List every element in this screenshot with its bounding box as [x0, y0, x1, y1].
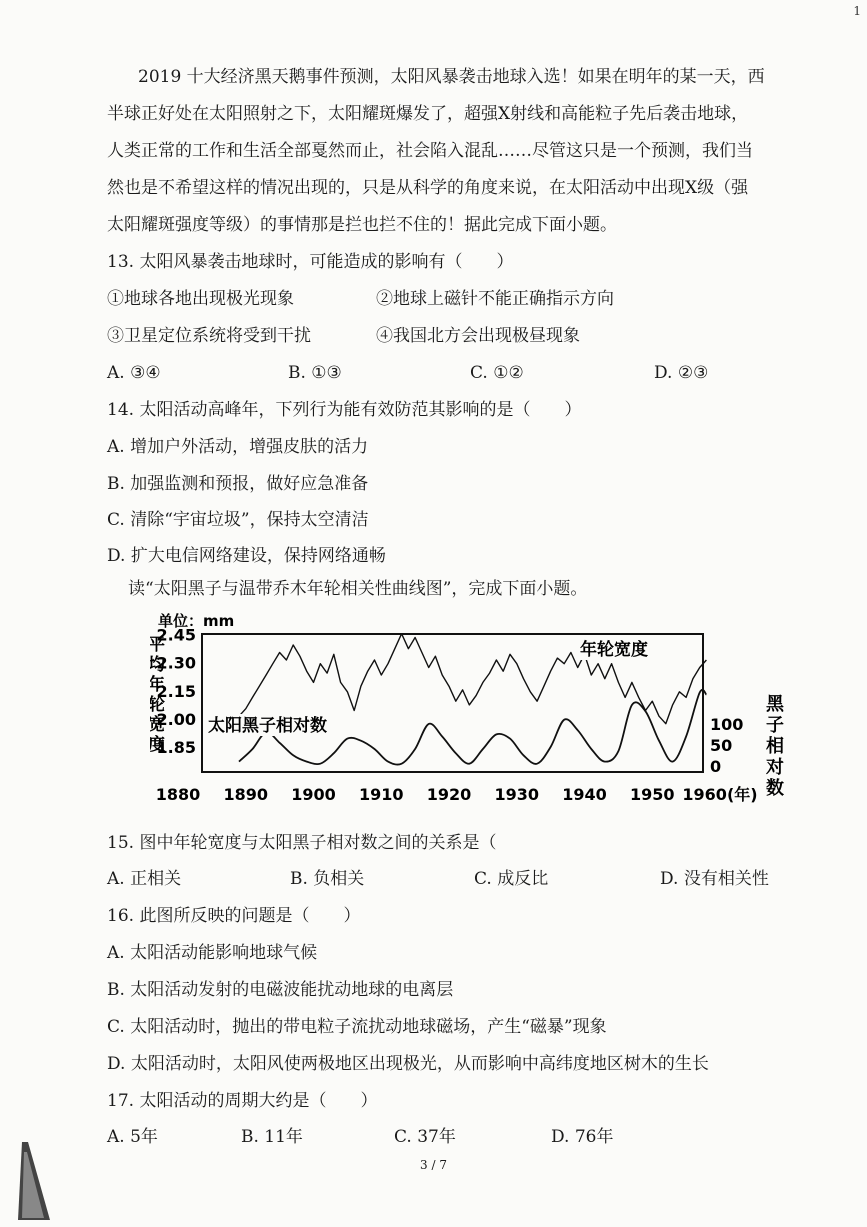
option-b: B. 负相关	[290, 869, 365, 889]
left-axis-title-char: 平	[150, 635, 165, 655]
statement-4: ④我国北方会出现极昼现象	[376, 326, 580, 346]
option-c: C. ①②	[470, 363, 524, 383]
right-tick-label: 0	[710, 756, 722, 776]
option-a: A. 5年	[107, 1127, 158, 1147]
x-tick-label: 1940	[562, 785, 607, 804]
option-b: B. 加强监测和预报，做好应急准备	[107, 474, 369, 494]
x-tick-label: 1910	[358, 785, 404, 804]
chart-svg	[150, 612, 790, 808]
option-b: B. ①③	[288, 363, 342, 383]
question-stem: 16. 此图所反映的问题是（ ）	[107, 906, 361, 926]
x-tick-label: 1880	[155, 785, 201, 804]
right-axis-title-char: 子	[766, 715, 784, 736]
right-axis-title-char: 相	[766, 736, 784, 757]
left-axis-title-char: 宽	[150, 715, 165, 735]
intro-line: 半球正好处在太阳照射之下，太阳耀斑爆发了，超强X射线和高能粒子先后袭击地球，	[107, 104, 749, 124]
left-axis-title-char: 度	[150, 735, 165, 755]
left-axis-title-char: 年	[150, 675, 165, 695]
intro-line: 然也是不希望这样的情况出现的，只是从科学的角度来说，在太阳活动中出现X级（强	[107, 178, 749, 198]
x-tick-label: 1890	[223, 785, 269, 804]
right-axis-title-char: 数	[766, 778, 784, 799]
question-stem: 13. 太阳风暴袭击地球时，可能造成的影响有（ ）	[107, 252, 514, 272]
left-tick-label: 2.15	[156, 681, 196, 701]
statement-1: ①地球各地出现极光现象	[107, 289, 294, 309]
intro-line: 太阳耀斑强度等级）的事情那是拦也拦不住的！据此完成下面小题。	[107, 215, 617, 235]
right-tick-label: 50	[710, 735, 733, 755]
left-axis-title-char: 均	[150, 655, 165, 675]
tree-ring-series-label: 年轮宽度	[580, 640, 648, 660]
right-axis-title-char: 对	[766, 757, 784, 778]
intro-line: 人类正常的工作和生活全部戛然而止，社会陷入混乱……尽管这只是一个预测，我们当	[107, 141, 753, 161]
option-b: B. 11年	[241, 1127, 303, 1147]
question-stem: 14. 太阳活动高峰年，下列行为能有效防范其影响的是（ ）	[107, 400, 582, 420]
page-number: 3 / 7	[420, 1158, 447, 1172]
corner-mark: 1	[853, 4, 861, 18]
x-tick-label: 1960(年)	[682, 785, 758, 804]
option-b: B. 太阳活动发射的电磁波能扰动地球的电离层	[107, 980, 454, 1000]
option-d: D. 太阳活动时，太阳风使两极地区出现极光，从而影响中高纬度地区树木的生长	[107, 1054, 709, 1074]
option-c: C. 太阳活动时，抛出的带电粒子流扰动地球磁场，产生“磁暴”现象	[107, 1017, 607, 1037]
option-c: C. 37年	[394, 1127, 456, 1147]
x-tick-label: 1900	[291, 785, 336, 804]
left-axis-title-char: 轮	[150, 695, 165, 715]
option-c: C. 成反比	[474, 869, 549, 889]
right-axis-title-char: 黑	[766, 694, 784, 715]
option-d: D. 76年	[551, 1127, 614, 1147]
option-a: A. ③④	[107, 363, 161, 383]
option-a: A. 太阳活动能影响地球气候	[107, 943, 318, 963]
sunspot-tree-ring-chart	[150, 612, 790, 808]
scan-edge-shadow	[18, 1142, 52, 1220]
option-d: D. ②③	[654, 363, 709, 383]
left-tick-label: 1.85	[156, 738, 196, 757]
x-tick-label: 1920	[426, 785, 472, 804]
statement-3: ③卫星定位系统将受到干扰	[107, 326, 311, 346]
sunspot-series-label: 太阳黑子相对数	[208, 716, 327, 736]
option-a: A. 正相关	[107, 869, 182, 889]
x-tick-label: 1950	[629, 785, 675, 804]
option-a: A. 增加户外活动，增强皮肤的活力	[107, 437, 369, 457]
statement-2: ②地球上磁针不能正确指示方向	[376, 289, 614, 309]
chart-instruction: 读“太阳黑子与温带乔木年轮相关性曲线图”，完成下面小题。	[128, 579, 588, 599]
left-tick-label: 2.00	[156, 709, 196, 729]
option-d: D. 没有相关性	[660, 869, 769, 889]
x-tick-label: 1930	[494, 785, 540, 804]
question-stem: 17. 太阳活动的周期大约是（ ）	[107, 1091, 378, 1111]
option-d: D. 扩大电信网络建设，保持网络通畅	[107, 546, 386, 566]
left-tick-label: 2.30	[156, 653, 196, 673]
unit-label: 单位：mm	[158, 612, 235, 630]
option-c: C. 清除“宇宙垃圾”，保持太空清洁	[107, 510, 369, 530]
question-stem: 15. 图中年轮宽度与太阳黑子相对数之间的关系是（	[107, 833, 497, 853]
intro-line: 2019 十大经济黑天鹅事件预测，太阳风暴袭击地球入选！如果在明年的某一天，西	[138, 67, 765, 87]
left-tick-label: 2.45	[156, 625, 196, 645]
right-tick-label: 100	[710, 714, 744, 734]
